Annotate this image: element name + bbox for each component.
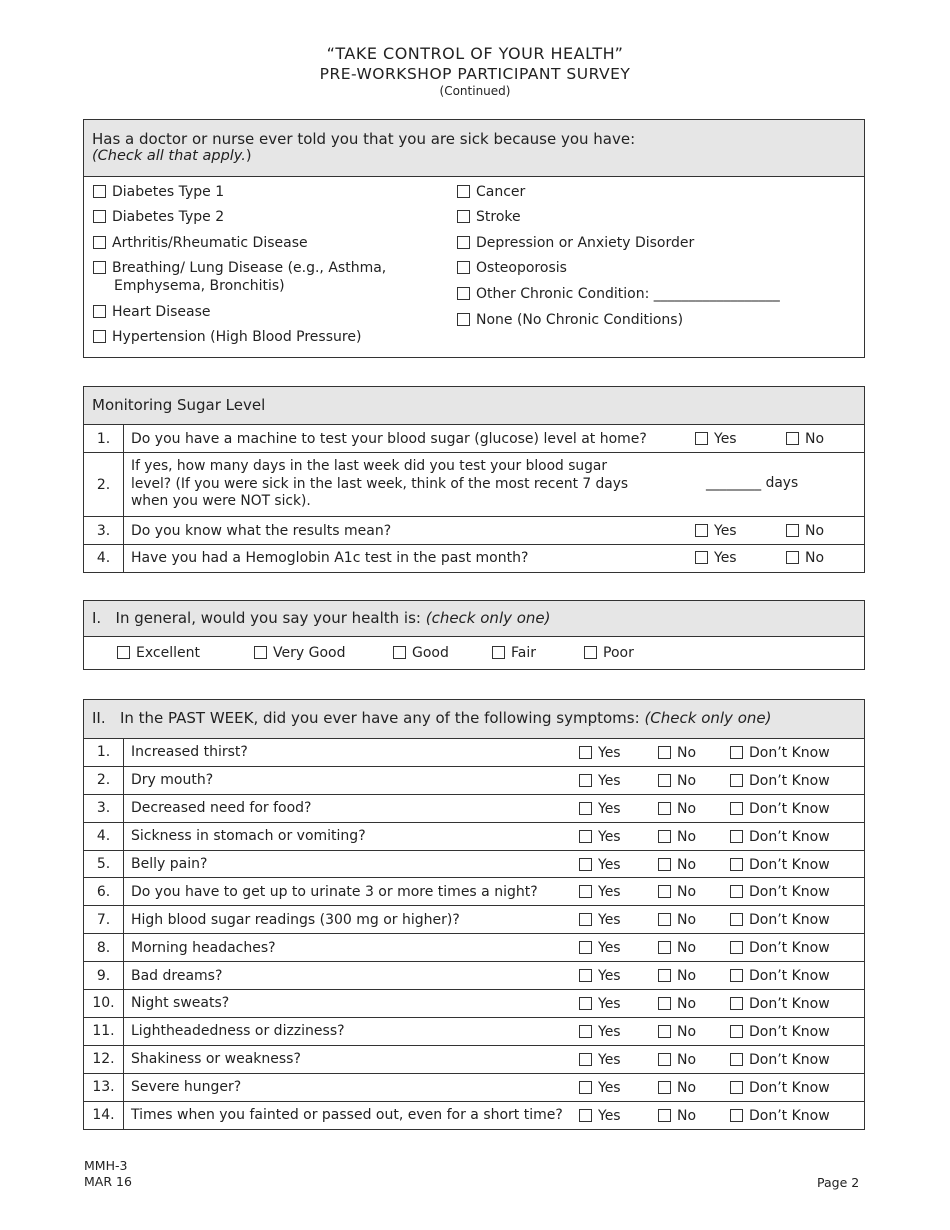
yes-option[interactable]: Yes <box>695 523 737 539</box>
table-row: 3. Do you know what the results mean? Yes No <box>84 517 864 545</box>
checkbox[interactable] <box>730 858 743 871</box>
dont-know-option[interactable]: Don’t Know <box>730 1024 830 1040</box>
checkbox[interactable] <box>658 802 671 815</box>
yes-option[interactable]: Yes <box>579 884 621 900</box>
symptoms-section <box>83 699 865 1130</box>
symptom-question: Do you have to get up to urinate 3 or more times a night? <box>131 883 538 900</box>
table-row <box>84 906 864 934</box>
no-option[interactable]: No <box>658 968 696 984</box>
checkbox[interactable] <box>695 432 708 445</box>
table-row <box>84 990 864 1018</box>
symptoms-table <box>84 738 864 1129</box>
symptom-question: Bad dreams? <box>131 967 223 984</box>
checkbox[interactable] <box>730 746 743 759</box>
health-good[interactable]: Good <box>393 645 449 661</box>
row-number: 13. <box>84 1073 124 1101</box>
dont-know-option[interactable]: Don’t Know <box>730 801 830 817</box>
health-poor[interactable]: Poor <box>584 645 634 661</box>
condition-none[interactable]: None (No Chronic Conditions) <box>457 312 683 328</box>
checkbox[interactable] <box>93 261 106 274</box>
dont-know-option[interactable]: Don’t Know <box>730 968 830 984</box>
condition-stroke[interactable]: Stroke <box>457 209 521 225</box>
dont-know-option[interactable]: Don’t Know <box>730 940 830 956</box>
survey-title: “TAKE CONTROL OF YOUR HEALTH” <box>326 44 624 63</box>
sugar-header: Monitoring Sugar Level <box>84 387 864 424</box>
sugar-question: Have you had a Hemoglobin A1c test in the past month? <box>131 550 529 567</box>
checkbox[interactable] <box>93 330 106 343</box>
condition-other[interactable]: Other Chronic Condition: __________________ <box>457 286 780 302</box>
yes-option[interactable]: Yes <box>695 550 737 566</box>
symptom-question: Times when you fainted or passed out, even for a short time? <box>131 1107 563 1124</box>
checkbox[interactable] <box>93 210 106 223</box>
condition-cancer[interactable]: Cancer <box>457 184 525 200</box>
table-row <box>84 850 864 878</box>
sugar-question: Do you know what the results mean? <box>131 522 392 539</box>
yes-option[interactable]: Yes <box>579 857 621 873</box>
table-row <box>84 739 864 767</box>
checkbox[interactable] <box>457 210 470 223</box>
form-date: MAR 16 <box>84 1174 132 1189</box>
table-row: 4. Have you had a Hemoglobin A1c test in the past month? Yes No <box>84 545 864 572</box>
yes-option[interactable]: Yes <box>579 996 621 1012</box>
condition-depression[interactable]: Depression or Anxiety Disorder <box>457 235 694 251</box>
symptom-question: High blood sugar readings (300 mg or higher)? <box>131 911 460 928</box>
checkbox[interactable] <box>730 997 743 1010</box>
yes-option[interactable]: Yes <box>579 912 621 928</box>
checkbox[interactable] <box>579 802 592 815</box>
checkbox[interactable] <box>658 913 671 926</box>
checkbox[interactable] <box>730 802 743 815</box>
checkbox[interactable] <box>730 913 743 926</box>
health-very-good[interactable]: Very Good <box>254 645 345 661</box>
row-number: 7. <box>84 906 124 934</box>
symptom-question: Lightheadedness or dizziness? <box>131 1023 345 1040</box>
days-blank[interactable]: ________ days <box>706 475 799 491</box>
condition-hypertension[interactable]: Hypertension (High Blood Pressure) <box>93 329 361 345</box>
no-option[interactable]: No <box>786 550 824 566</box>
survey-subtitle: PRE-WORKSHOP PARTICIPANT SURVEY <box>319 65 631 83</box>
checkbox[interactable] <box>93 236 106 249</box>
checkbox[interactable] <box>658 969 671 982</box>
general-health-header: I. In general, would you say your health is: (check only one) <box>84 601 864 637</box>
page-number: Page 2 <box>817 1175 860 1190</box>
continued-label: (Continued) <box>439 84 511 98</box>
checkbox[interactable] <box>579 774 592 787</box>
table-row: 2. If yes, how many days in the last week did you test your blood sugar level? (If you were sick in the last week, think of the most recent 7 days when you were NOT sick). ________ days <box>84 453 864 517</box>
table-row <box>84 766 864 794</box>
checkbox[interactable] <box>579 1081 592 1094</box>
no-option[interactable]: No <box>658 884 696 900</box>
checkbox[interactable] <box>730 1053 743 1066</box>
checkbox[interactable] <box>579 746 592 759</box>
checkbox[interactable] <box>93 185 106 198</box>
checkbox[interactable] <box>786 524 799 537</box>
yes-option[interactable]: Yes <box>579 801 621 817</box>
no-option[interactable]: No <box>658 773 696 789</box>
yes-option[interactable]: Yes <box>579 1080 621 1096</box>
dont-know-option[interactable]: Don’t Know <box>730 773 830 789</box>
checkbox[interactable] <box>730 885 743 898</box>
symptom-question: Shakiness or weakness? <box>131 1051 301 1068</box>
no-option[interactable]: No <box>658 912 696 928</box>
checkbox[interactable] <box>730 774 743 787</box>
checkbox[interactable] <box>579 1053 592 1066</box>
checkbox[interactable] <box>786 551 799 564</box>
no-option[interactable]: No <box>658 940 696 956</box>
checkbox[interactable] <box>579 913 592 926</box>
symptom-question: Dry mouth? <box>131 772 214 789</box>
sugar-section <box>83 386 865 573</box>
checkbox[interactable] <box>695 551 708 564</box>
form-code: MMH-3 <box>84 1158 128 1173</box>
general-health-section <box>83 600 865 670</box>
sugar-question: Do you have a machine to test your blood sugar (glucose) level at home? <box>131 430 647 447</box>
no-option[interactable]: No <box>786 523 824 539</box>
yes-option[interactable]: Yes <box>579 773 621 789</box>
symptom-question: Severe hunger? <box>131 1079 242 1096</box>
no-option[interactable]: No <box>658 857 696 873</box>
row-number: 12. <box>84 1045 124 1073</box>
yes-option[interactable]: Yes <box>579 1052 621 1068</box>
checkbox[interactable] <box>117 646 130 659</box>
no-option[interactable]: No <box>658 745 696 761</box>
checkbox[interactable] <box>658 1081 671 1094</box>
dont-know-option[interactable]: Don’t Know <box>730 1080 830 1096</box>
checkbox[interactable] <box>658 774 671 787</box>
table-row <box>84 1101 864 1129</box>
checkbox[interactable] <box>254 646 267 659</box>
row-number: 4. <box>84 822 124 850</box>
checkbox[interactable] <box>658 1109 671 1122</box>
row-number: 10. <box>84 990 124 1018</box>
no-option[interactable]: No <box>658 1108 696 1124</box>
condition-heart-disease[interactable]: Heart Disease <box>93 304 210 320</box>
yes-option[interactable]: Yes <box>695 431 737 447</box>
dont-know-option[interactable]: Don’t Know <box>730 829 830 845</box>
dont-know-option[interactable]: Don’t Know <box>730 1108 830 1124</box>
table-row <box>84 822 864 850</box>
row-number: 1. <box>84 739 124 767</box>
conditions-instruction: (Check all that apply. <box>92 148 246 164</box>
table-row <box>84 1045 864 1073</box>
checkbox[interactable] <box>579 830 592 843</box>
no-option[interactable]: No <box>658 1052 696 1068</box>
no-option[interactable]: No <box>658 829 696 845</box>
health-fair[interactable]: Fair <box>492 645 536 661</box>
symptom-question: Belly pain? <box>131 856 208 872</box>
condition-osteoporosis[interactable]: Osteoporosis <box>457 260 567 276</box>
checkbox[interactable] <box>457 261 470 274</box>
checkbox[interactable] <box>695 524 708 537</box>
table-row <box>84 1073 864 1101</box>
conditions-question: Has a doctor or nurse ever told you that you are sick because you have: <box>92 130 636 148</box>
row-number: 6. <box>84 878 124 906</box>
no-option[interactable]: No <box>786 431 824 447</box>
checkbox[interactable] <box>730 941 743 954</box>
yes-option[interactable]: Yes <box>579 940 621 956</box>
dont-know-option[interactable]: Don’t Know <box>730 1052 830 1068</box>
checkbox[interactable] <box>579 858 592 871</box>
checkbox[interactable] <box>730 1025 743 1038</box>
checkbox[interactable] <box>786 432 799 445</box>
row-number: 5. <box>84 850 124 878</box>
dont-know-option[interactable]: Don’t Know <box>730 884 830 900</box>
checkbox[interactable] <box>579 969 592 982</box>
table-row <box>84 878 864 906</box>
health-excellent[interactable]: Excellent <box>117 645 200 661</box>
symptom-question: Sickness in stomach or vomiting? <box>131 828 366 845</box>
row-number: 3. <box>84 794 124 822</box>
checkbox[interactable] <box>730 969 743 982</box>
checkbox[interactable] <box>730 1081 743 1094</box>
checkbox[interactable] <box>658 1053 671 1066</box>
checkbox[interactable] <box>658 997 671 1010</box>
checkbox[interactable] <box>579 885 592 898</box>
dont-know-option[interactable]: Don’t Know <box>730 745 830 761</box>
sugar-table <box>84 424 864 572</box>
condition-arthritis[interactable]: Arthritis/Rheumatic Disease <box>93 235 308 251</box>
dont-know-option[interactable]: Don’t Know <box>730 857 830 873</box>
dont-know-option[interactable]: Don’t Know <box>730 912 830 928</box>
checkbox[interactable] <box>579 1025 592 1038</box>
checkbox[interactable] <box>457 287 470 300</box>
checkbox[interactable] <box>457 313 470 326</box>
no-option[interactable]: No <box>658 1080 696 1096</box>
row-number: 14. <box>84 1101 124 1129</box>
symptom-question: Increased thirst? <box>131 744 248 761</box>
symptom-question: Night sweats? <box>131 995 230 1012</box>
checkbox[interactable] <box>93 305 106 318</box>
row-number: 11. <box>84 1017 124 1045</box>
checkbox[interactable] <box>658 1025 671 1038</box>
yes-option[interactable]: Yes <box>579 968 621 984</box>
row-number: 8. <box>84 934 124 962</box>
yes-option[interactable]: Yes <box>579 1024 621 1040</box>
checkbox[interactable] <box>457 185 470 198</box>
conditions-section <box>83 119 865 358</box>
symptoms-header: II. In the PAST WEEK, did you ever have any of the following symptoms: (Check only one) <box>84 700 864 738</box>
yes-option[interactable]: Yes <box>579 829 621 845</box>
table-row <box>84 1017 864 1045</box>
condition-diabetes-2[interactable]: Diabetes Type 2 <box>93 209 224 225</box>
checkbox[interactable] <box>393 646 406 659</box>
yes-option[interactable]: Yes <box>579 1108 621 1124</box>
table-row <box>84 962 864 990</box>
checkbox[interactable] <box>658 858 671 871</box>
table-row: 1. Do you have a machine to test your blood sugar (glucose) level at home? Yes No <box>84 425 864 453</box>
condition-lung-disease[interactable]: Breathing/ Lung Disease (e.g., Asthma, <box>93 260 386 276</box>
checkbox[interactable] <box>658 885 671 898</box>
checkbox[interactable] <box>658 830 671 843</box>
condition-diabetes-1[interactable]: Diabetes Type 1 <box>93 184 224 200</box>
checkbox[interactable] <box>457 236 470 249</box>
table-row <box>84 794 864 822</box>
table-row <box>84 934 864 962</box>
checkbox[interactable] <box>658 746 671 759</box>
checkbox[interactable] <box>579 941 592 954</box>
checkbox[interactable] <box>730 1109 743 1122</box>
checkbox[interactable] <box>584 646 597 659</box>
checkbox[interactable] <box>658 941 671 954</box>
checkbox[interactable] <box>492 646 505 659</box>
no-option[interactable]: No <box>658 801 696 817</box>
symptom-question: Morning headaches? <box>131 939 276 956</box>
symptom-question: Decreased need for food? <box>131 800 312 817</box>
dont-know-option[interactable]: Don’t Know <box>730 996 830 1012</box>
checkbox[interactable] <box>730 830 743 843</box>
no-option[interactable]: No <box>658 1024 696 1040</box>
checkbox[interactable] <box>579 997 592 1010</box>
conditions-header: Has a doctor or nurse ever told you that you are sick because you have: (Check all that apply.) <box>84 120 864 177</box>
condition-lung-disease-cont: Emphysema, Bronchitis) <box>114 278 285 294</box>
row-number: 2. <box>84 766 124 794</box>
no-option[interactable]: No <box>658 996 696 1012</box>
row-number: 9. <box>84 962 124 990</box>
checkbox[interactable] <box>579 1109 592 1122</box>
yes-option[interactable]: Yes <box>579 745 621 761</box>
